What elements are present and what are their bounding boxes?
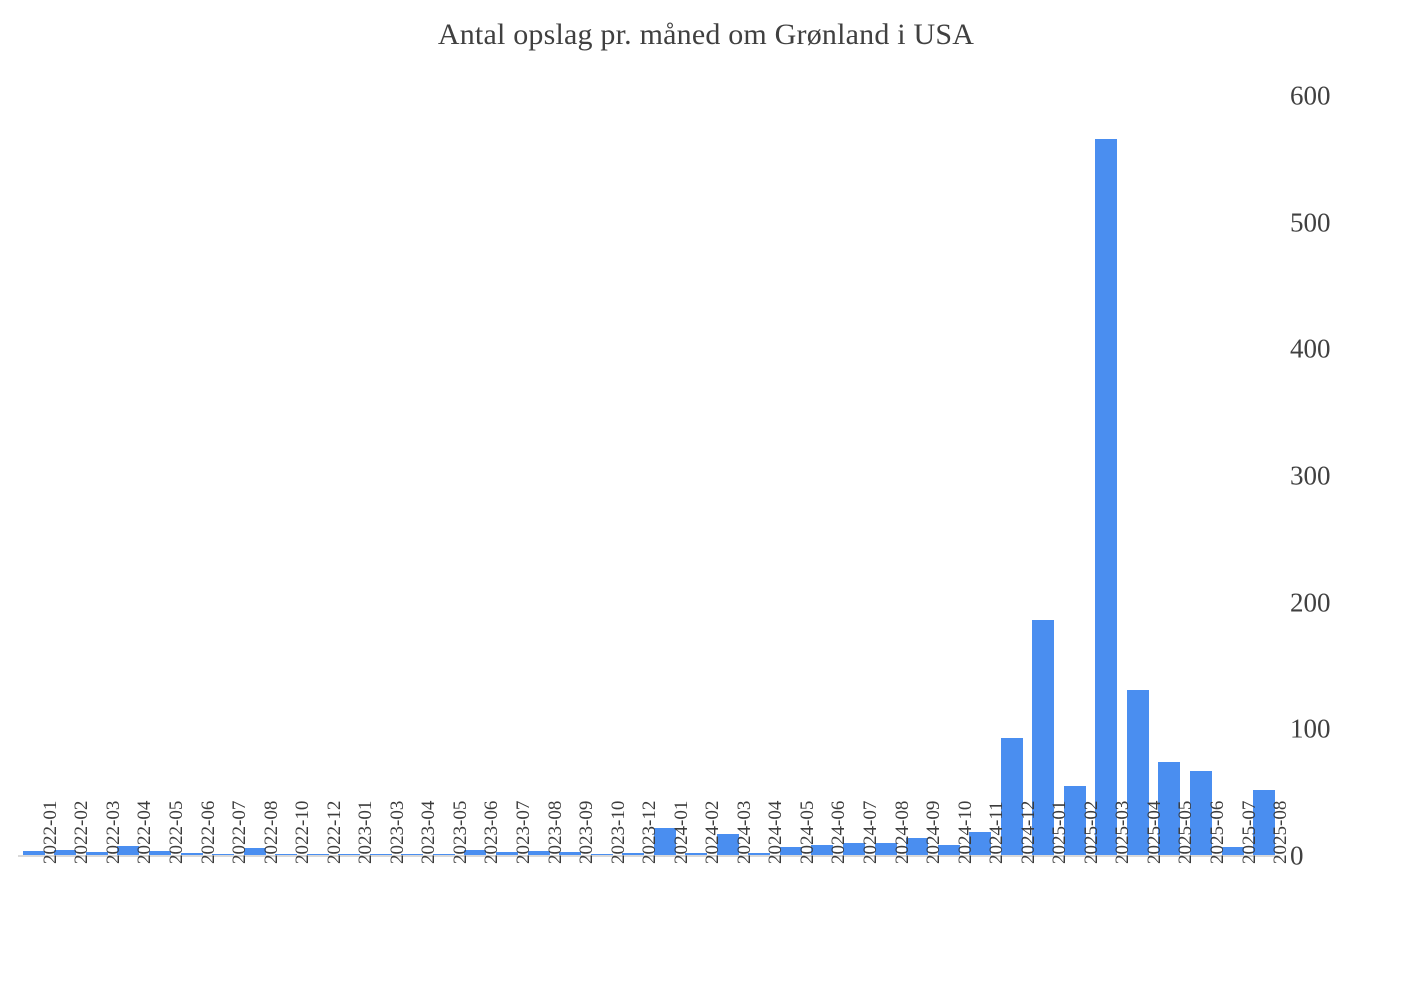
x-axis-tick-label: 2024-01 <box>670 800 692 864</box>
bar-slot <box>1154 96 1186 856</box>
x-axis-tick-label: 2025-05 <box>1175 800 1197 864</box>
bar-slot <box>50 96 82 856</box>
bar-series <box>18 96 1280 856</box>
x-axis-tick-label: 2024-12 <box>1017 800 1039 864</box>
bar-slot <box>933 96 965 856</box>
bar-slot <box>333 96 365 856</box>
x-axis-tick-label: 2022-03 <box>102 800 124 864</box>
y-axis-tick-label: 400 <box>1290 333 1331 364</box>
bar-slot <box>397 96 429 856</box>
bar-slot <box>680 96 712 856</box>
bar-slot <box>807 96 839 856</box>
x-axis-tick-label: 2025-02 <box>1080 800 1102 864</box>
bar-slot <box>302 96 334 856</box>
bar-slot <box>523 96 555 856</box>
bar-slot <box>1217 96 1249 856</box>
bar-slot <box>649 96 681 856</box>
x-axis-tick-label: 2023-03 <box>386 800 408 864</box>
x-axis-tick-label: 2024-08 <box>891 800 913 864</box>
bar-slot <box>18 96 50 856</box>
x-axis-tick-label: 2024-05 <box>796 800 818 864</box>
bar-slot <box>239 96 271 856</box>
x-axis-tick-label: 2024-02 <box>702 800 724 864</box>
x-axis-tick-label: 2022-12 <box>323 800 345 864</box>
bar-slot <box>1248 96 1280 856</box>
bar-slot <box>712 96 744 856</box>
x-axis-labels <box>18 800 1292 1002</box>
bar-slot <box>744 96 776 856</box>
x-axis-tick-label: 2023-08 <box>544 800 566 864</box>
x-axis-tick-label: 2023-06 <box>481 800 503 864</box>
bar-slot <box>365 96 397 856</box>
y-axis-tick-label: 100 <box>1290 713 1331 744</box>
bar-slot <box>1059 96 1091 856</box>
x-axis-tick-label: 2022-01 <box>39 800 61 864</box>
x-axis-tick-label: 2024-03 <box>733 800 755 864</box>
x-axis-tick-label: 2022-04 <box>134 800 156 864</box>
bar-slot <box>207 96 239 856</box>
x-axis-tick-label: 2024-04 <box>765 800 787 864</box>
x-axis-tick-slot <box>18 800 61 1002</box>
x-axis-tick-label: 2024-06 <box>828 800 850 864</box>
y-axis-labels <box>1290 80 1400 871</box>
bar-slot <box>176 96 208 856</box>
x-axis-tick-label: 2023-07 <box>512 800 534 864</box>
x-axis-tick-label: 2023-04 <box>418 800 440 864</box>
x-axis-tick-label: 2024-10 <box>954 800 976 864</box>
x-axis-tick-label: 2023-01 <box>355 800 377 864</box>
bar-slot <box>1185 96 1217 856</box>
bar-slot <box>617 96 649 856</box>
y-axis-tick-label: 0 <box>1290 840 1304 871</box>
x-axis-tick-label: 2023-05 <box>449 800 471 864</box>
x-axis-tick-label: 2025-03 <box>1112 800 1134 864</box>
bar[interactable] <box>1095 139 1117 856</box>
x-axis-tick-label: 2022-08 <box>260 800 282 864</box>
x-axis-tick-label: 2025-04 <box>1143 800 1165 864</box>
x-axis-tick-label: 2024-07 <box>859 800 881 864</box>
bar-slot <box>1122 96 1154 856</box>
x-axis-tick-label: 2024-09 <box>923 800 945 864</box>
bar-slot <box>144 96 176 856</box>
x-axis-tick-label: 2022-07 <box>229 800 251 864</box>
x-axis-tick-label: 2025-08 <box>1270 800 1292 864</box>
bar-slot <box>460 96 492 856</box>
bar-slot <box>270 96 302 856</box>
bar-slot <box>113 96 145 856</box>
y-axis-tick-label: 200 <box>1290 587 1331 618</box>
bar-slot <box>81 96 113 856</box>
x-axis-tick-label: 2023-10 <box>607 800 629 864</box>
x-axis-tick-label: 2025-07 <box>1238 800 1260 864</box>
x-axis-tick-label: 2023-12 <box>639 800 661 864</box>
bar-slot <box>870 96 902 856</box>
plot-area <box>18 96 1280 856</box>
bar-slot <box>491 96 523 856</box>
x-axis-tick-label: 2024-11 <box>986 801 1008 864</box>
x-axis-tick-label: 2023-09 <box>576 800 598 864</box>
bar-slot <box>996 96 1028 856</box>
y-axis-tick-label: 500 <box>1290 207 1331 238</box>
bar-slot <box>1028 96 1060 856</box>
x-axis-tick-label: 2022-06 <box>197 800 219 864</box>
x-axis-tick-label: 2022-10 <box>292 800 314 864</box>
bar-slot <box>586 96 618 856</box>
chart-title: Antal opslag pr. måned om Grønland i USA <box>437 18 975 51</box>
x-axis-tick-label: 2025-06 <box>1207 800 1228 864</box>
y-axis-tick-label: 300 <box>1290 460 1331 491</box>
bar-slot <box>428 96 460 856</box>
bar-slot <box>554 96 586 856</box>
bar-slot <box>838 96 870 856</box>
y-axis-tick-label: 600 <box>1290 80 1331 111</box>
bar-slot <box>775 96 807 856</box>
bar-slot <box>901 96 933 856</box>
x-axis-tick-label: 2022-02 <box>71 800 93 864</box>
bar-slot <box>1091 96 1123 856</box>
x-axis-tick-label: 2025-01 <box>1049 800 1071 864</box>
x-axis-tick-label: 2022-05 <box>165 800 187 864</box>
bar-slot <box>964 96 996 856</box>
